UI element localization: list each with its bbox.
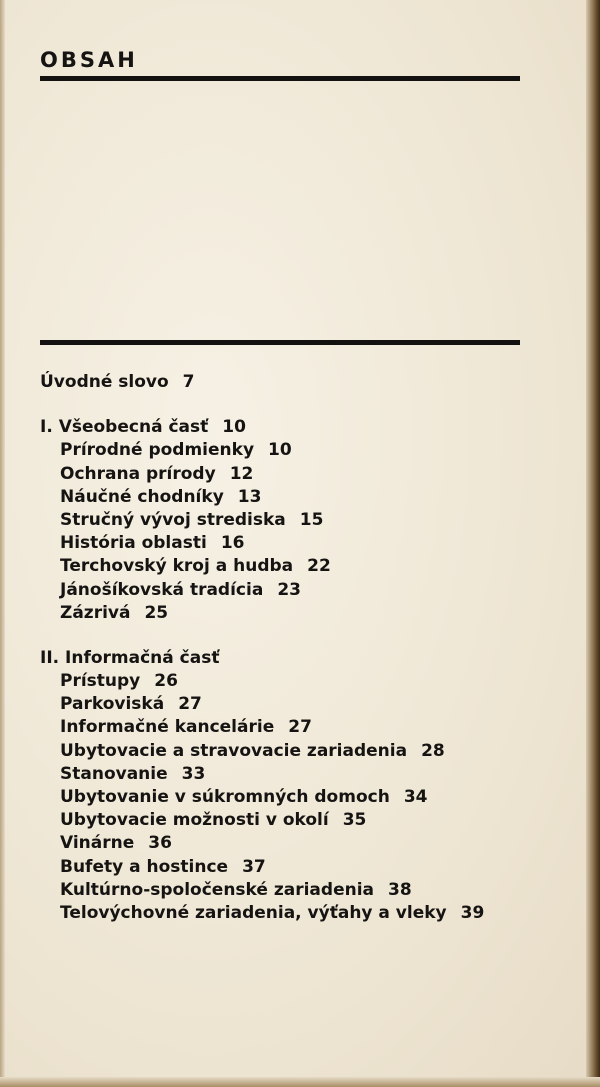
toc-entry-title: Kultúrno-spoločenské zariadenia bbox=[60, 879, 375, 900]
page-bottom-edge bbox=[0, 1077, 600, 1087]
toc-entry-page: 26 bbox=[154, 671, 178, 692]
toc-entry-title: História oblasti bbox=[60, 533, 207, 554]
toc-entry-title: Stanovanie bbox=[60, 763, 168, 784]
toc-entry-title: Bufety a hostince bbox=[60, 856, 229, 877]
toc-entry-page: 35 bbox=[342, 810, 367, 831]
toc-entry-page: 28 bbox=[421, 740, 445, 761]
toc-entry-title: Úvodné slovo bbox=[40, 372, 169, 392]
toc-section-heading bbox=[40, 417, 580, 440]
toc-entry-page: 13 bbox=[237, 486, 262, 507]
toc-entry bbox=[40, 833, 580, 856]
toc-entry-page: 22 bbox=[307, 556, 331, 577]
toc-entry-page: 25 bbox=[144, 602, 169, 623]
toc-entry bbox=[40, 464, 580, 487]
toc-entry-page: 7 bbox=[182, 372, 195, 392]
toc-entry-title: Vinárne bbox=[60, 833, 135, 854]
toc-entry-page: 12 bbox=[229, 463, 254, 484]
page-left-edge bbox=[0, 0, 5, 1087]
toc-entry-page: 15 bbox=[299, 509, 324, 530]
toc-entry-page: 38 bbox=[388, 879, 412, 900]
toc-entry-title: Prístupy bbox=[60, 671, 141, 692]
toc-entry-title: Parkoviská bbox=[60, 694, 165, 715]
section-rule bbox=[40, 340, 520, 345]
toc-entry-page: 36 bbox=[148, 833, 172, 854]
toc-entry-title: Prírodné podmienky bbox=[60, 440, 255, 461]
toc-entry bbox=[40, 741, 580, 764]
toc-entry bbox=[40, 880, 580, 903]
toc-entry-page: 10 bbox=[268, 440, 292, 461]
toc-entry bbox=[40, 487, 580, 510]
table-of-contents bbox=[40, 372, 580, 926]
toc-entry bbox=[40, 533, 580, 556]
toc-entry bbox=[40, 603, 580, 626]
toc-entry-title: Zázrivá bbox=[60, 602, 131, 623]
toc-entry-title: Informačné kancelárie bbox=[60, 717, 275, 738]
heading-rule bbox=[40, 76, 520, 81]
toc-entry-page: 23 bbox=[277, 579, 301, 600]
toc-entry bbox=[40, 510, 580, 533]
toc-entry bbox=[40, 694, 580, 717]
toc-entry bbox=[40, 810, 580, 833]
toc-entry-title: I. Všeobecná časť bbox=[40, 417, 209, 438]
toc-entry-page: 10 bbox=[222, 417, 246, 438]
toc-entry-title: Telovýchovné zariadenia, výťahy a vleky bbox=[60, 902, 447, 923]
toc-entry-title: Jánošíkovská tradícia bbox=[60, 579, 264, 600]
toc-entry-title: Stručný vývoj strediska bbox=[60, 509, 286, 530]
toc-entry-page: 27 bbox=[178, 694, 202, 715]
toc-entry-page: 16 bbox=[220, 533, 245, 554]
toc-entry-title: Ochrana prírody bbox=[60, 463, 216, 484]
toc-entry bbox=[40, 440, 580, 463]
toc-entry-title: II. Informačná časť bbox=[40, 647, 220, 668]
toc-entry-page: 33 bbox=[181, 763, 206, 784]
toc-entry bbox=[40, 671, 580, 694]
toc-entry bbox=[40, 764, 580, 787]
toc-entry-page: 27 bbox=[288, 717, 312, 738]
toc-entry-title: Ubytovacie možnosti v okolí bbox=[60, 810, 329, 831]
toc-entry bbox=[40, 580, 580, 603]
toc-entry bbox=[40, 787, 580, 810]
toc-entry-intro bbox=[40, 372, 580, 395]
toc-entry-title: Terchovský kroj a hudba bbox=[60, 556, 294, 577]
toc-entry-page: 37 bbox=[242, 856, 266, 877]
toc-entry-title: Náučné chodníky bbox=[60, 486, 224, 507]
toc-entry-title: Ubytovanie v súkromných domoch bbox=[60, 787, 390, 807]
toc-entry-title: Ubytovacie a stravovacie zariadenia bbox=[60, 740, 408, 761]
page-title: OBSAH bbox=[40, 48, 138, 72]
toc-entry-page: 39 bbox=[460, 902, 485, 923]
toc-entry bbox=[40, 556, 580, 579]
toc-section-heading bbox=[40, 648, 580, 671]
toc-entry-page: 34 bbox=[403, 787, 428, 807]
toc-entry bbox=[40, 717, 580, 740]
toc-entry bbox=[40, 903, 580, 926]
toc-entry bbox=[40, 857, 580, 880]
page-right-edge bbox=[586, 0, 600, 1087]
